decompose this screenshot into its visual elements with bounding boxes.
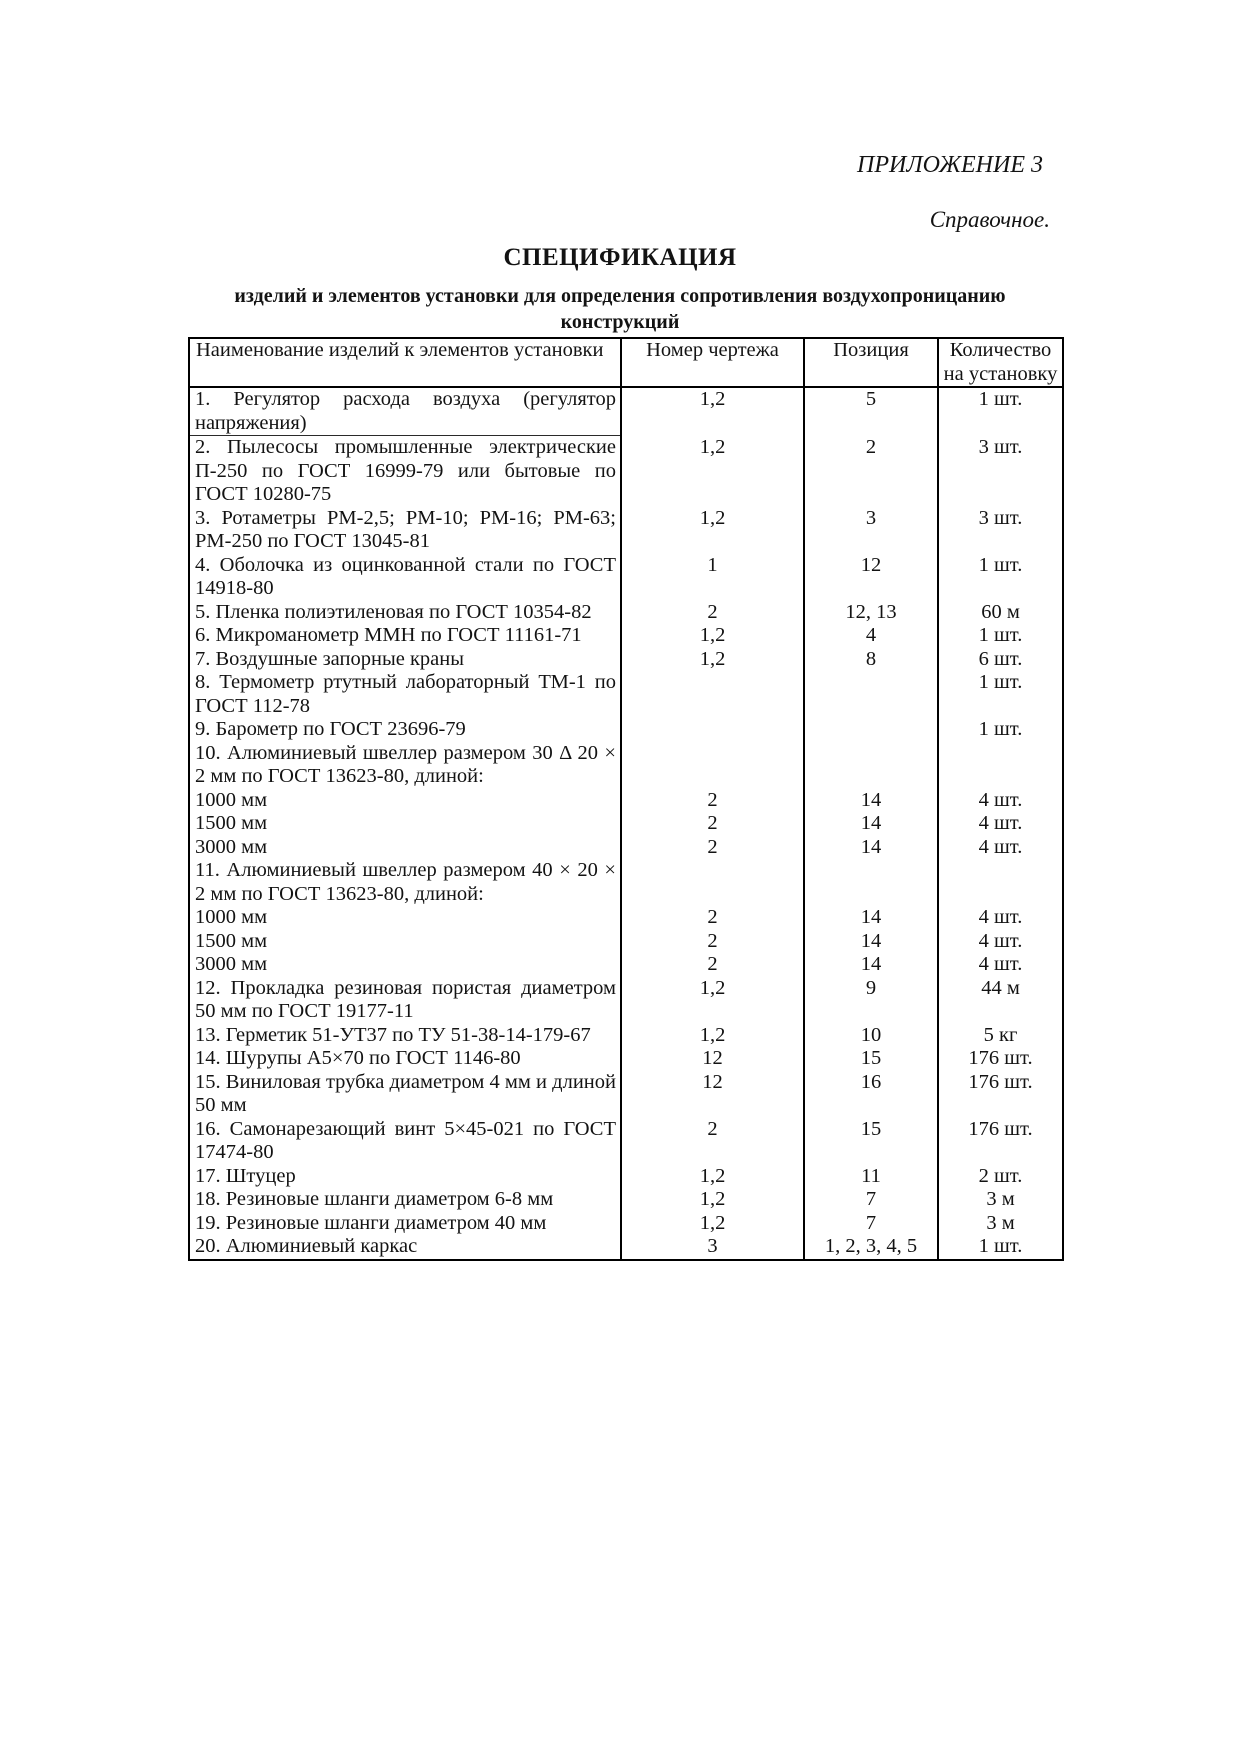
item-position: 14 [804, 812, 938, 836]
item-drawing-number: 1,2 [621, 624, 804, 648]
table-row [189, 930, 1063, 954]
table-row [189, 1188, 1063, 1212]
col-header-position: Позиция [804, 338, 938, 387]
reference-note: Справочное. [929, 207, 1050, 232]
item-quantity: 2 шт. [938, 1165, 1063, 1189]
item-quantity: 176 шт. [938, 1118, 1063, 1165]
item-name: 2. Пылесосы промышленные электрические П-250 по ГОСТ 16999-79 или бытовые по ГОСТ 10280-75 [195, 436, 616, 505]
table-row [189, 554, 1063, 601]
item-drawing-number [621, 671, 804, 718]
item-quantity: 176 шт. [938, 1047, 1063, 1071]
item-name: 8. Термометр ртутный лабораторный ТМ-1 по ГОСТ 112-78 [195, 671, 616, 717]
item-quantity [938, 742, 1063, 789]
col-header-quantity [938, 338, 1063, 387]
item-position: 7 [804, 1212, 938, 1236]
item-name: 10. Алюминиевый швеллер размером 30 Δ 20 × 2 мм по ГОСТ 13623-80, длиной: [195, 741, 616, 787]
item-drawing-number: 2 [621, 953, 804, 977]
item-position: 11 [804, 1165, 938, 1189]
table-row [189, 789, 1063, 813]
item-name: 1000 мм [195, 906, 268, 928]
item-position: 4 [804, 624, 938, 648]
item-quantity: 4 шт. [938, 930, 1063, 954]
item-drawing-number: 2 [621, 789, 804, 813]
item-position: 12, 13 [804, 601, 938, 625]
table-row [189, 1212, 1063, 1236]
table-row [189, 436, 1063, 507]
item-name: 17. Штуцер [195, 1164, 296, 1187]
table-row [189, 601, 1063, 625]
item-name: 9. Барометр по ГОСТ 23696-79 [195, 718, 466, 740]
item-drawing-number: 1,2 [621, 1188, 804, 1212]
table-row [189, 977, 1063, 1024]
item-drawing-number: 1,2 [621, 436, 804, 507]
table-row [189, 742, 1063, 789]
item-position: 14 [804, 930, 938, 954]
item-position: 12 [804, 554, 938, 601]
item-name: 14. Шурупы А5×70 по ГОСТ 1146-80 [195, 1047, 521, 1069]
item-drawing-number: 1 [621, 554, 804, 601]
item-quantity: 4 шт. [938, 906, 1063, 930]
item-position: 3 [804, 507, 938, 554]
item-drawing-number: 2 [621, 1118, 804, 1165]
table-row [189, 624, 1063, 648]
table-row [189, 953, 1063, 977]
item-position: 5 [804, 387, 938, 436]
item-position: 14 [804, 906, 938, 930]
item-position: 14 [804, 953, 938, 977]
item-quantity: 3 м [938, 1212, 1063, 1236]
item-position [804, 742, 938, 789]
item-quantity [938, 859, 1063, 906]
item-position: 15 [804, 1047, 938, 1071]
table-row [189, 718, 1063, 742]
table-header-row [189, 338, 1063, 387]
item-name: 1500 мм [195, 929, 268, 952]
item-name: 5. Пленка полиэтиленовая по ГОСТ 10354-82 [195, 600, 592, 623]
item-drawing-number [621, 859, 804, 906]
appendix-label: ПРИЛОЖЕНИЕ 3 [857, 152, 1043, 178]
item-name: 7. Воздушные запорные краны [195, 647, 465, 670]
item-name: 3000 мм [195, 953, 268, 975]
item-name: 11. Алюминиевый швеллер размером 40 × 20 × 2 мм по ГОСТ 13623-80, длиной: [195, 859, 616, 905]
item-quantity: 44 м [938, 977, 1063, 1024]
item-name: 18. Резиновые шланги диаметром 6-8 мм [195, 1188, 554, 1210]
col-header-name: Наименование изделий к элементов установки [189, 338, 621, 387]
table-row [189, 1024, 1063, 1048]
item-drawing-number: 2 [621, 812, 804, 836]
item-drawing-number: 1,2 [621, 1165, 804, 1189]
item-position: 14 [804, 836, 938, 860]
table-row [189, 859, 1063, 906]
table-row [189, 836, 1063, 860]
item-position [804, 859, 938, 906]
table-row [189, 1165, 1063, 1189]
item-name: 3. Ротаметры РМ-2,5; РМ-10; РМ-16; РМ-63; РМ-250 по ГОСТ 13045-81 [195, 506, 616, 552]
item-name: 15. Виниловая трубка диаметром 4 мм и длиной 50 мм [195, 1070, 616, 1116]
page-subtitle: изделий и элементов установки для определения сопротивления воздухопроницанию конструкций [234, 285, 1006, 333]
item-drawing-number: 2 [621, 906, 804, 930]
item-drawing-number: 3 [621, 1235, 804, 1260]
item-position: 7 [804, 1188, 938, 1212]
table-row [189, 507, 1063, 554]
item-drawing-number: 2 [621, 930, 804, 954]
item-position: 10 [804, 1024, 938, 1048]
item-position: 9 [804, 977, 938, 1024]
item-quantity: 1 шт. [938, 718, 1063, 742]
item-name: 6. Микроманометр ММН по ГОСТ 11161-71 [195, 624, 582, 646]
item-position: 8 [804, 648, 938, 672]
specification-table [188, 337, 1064, 1261]
table-row [189, 648, 1063, 672]
col-header-drawing: Номер чертежа [621, 338, 804, 387]
item-quantity: 4 шт. [938, 812, 1063, 836]
item-position: 16 [804, 1071, 938, 1118]
item-name: 1000 мм [195, 788, 268, 811]
item-name: 12. Прокладка резиновая пористая диаметром 50 мм по ГОСТ 19177-11 [195, 976, 616, 1022]
item-quantity: 176 шт. [938, 1071, 1063, 1118]
item-quantity: 3 м [938, 1188, 1063, 1212]
item-name: 1500 мм [195, 812, 268, 834]
item-quantity: 1 шт. [938, 624, 1063, 648]
item-quantity: 5 кг [938, 1024, 1063, 1048]
item-position [804, 718, 938, 742]
item-drawing-number: 2 [621, 601, 804, 625]
col-header-quantity-line1: Количество [949, 339, 1052, 361]
item-drawing-number: 2 [621, 836, 804, 860]
item-drawing-number: 1,2 [621, 387, 804, 436]
item-name: 13. Герметик 51-УТ37 по ТУ 51-38-14-179-67 [195, 1023, 591, 1046]
table-row [189, 1235, 1063, 1260]
item-name: 19. Резиновые шланги диаметром 40 мм [195, 1211, 547, 1234]
item-quantity: 1 шт. [938, 671, 1063, 718]
table-row [189, 1071, 1063, 1118]
item-quantity: 4 шт. [938, 836, 1063, 860]
item-position [804, 671, 938, 718]
item-position: 14 [804, 789, 938, 813]
item-position: 1, 2, 3, 4, 5 [804, 1235, 938, 1260]
item-drawing-number: 1,2 [621, 1212, 804, 1236]
item-name: 3000 мм [195, 835, 268, 858]
item-position: 15 [804, 1118, 938, 1165]
item-quantity: 4 шт. [938, 789, 1063, 813]
item-quantity: 4 шт. [938, 953, 1063, 977]
item-name: 20. Алюминиевый каркас [195, 1235, 418, 1257]
table-row [189, 906, 1063, 930]
item-drawing-number: 1,2 [621, 648, 804, 672]
item-drawing-number: 1,2 [621, 507, 804, 554]
item-quantity: 1 шт. [938, 554, 1063, 601]
page-title: СПЕЦИФИКАЦИЯ [503, 244, 737, 271]
table-row [189, 812, 1063, 836]
item-quantity: 6 шт. [938, 648, 1063, 672]
item-drawing-number: 1,2 [621, 1024, 804, 1048]
col-header-quantity-line2: на установку [943, 362, 1058, 385]
item-drawing-number: 1,2 [621, 977, 804, 1024]
item-quantity: 3 шт. [938, 507, 1063, 554]
item-quantity: 3 шт. [938, 436, 1063, 507]
table-row [189, 1047, 1063, 1071]
item-quantity: 1 шт. [938, 387, 1063, 436]
item-quantity: 1 шт. [938, 1235, 1063, 1260]
item-name: 16. Самонарезающий винт 5×45-021 по ГОСТ 17474-80 [195, 1117, 616, 1163]
table-row [189, 387, 1063, 436]
item-drawing-number: 12 [621, 1071, 804, 1118]
item-drawing-number: 12 [621, 1047, 804, 1071]
item-name: 4. Оболочка из оцинкованной стали по ГОСТ 14918-80 [195, 553, 616, 599]
item-name: 1. Регулятор расхода воздуха (регулятор напряжения) [189, 387, 621, 436]
item-drawing-number [621, 718, 804, 742]
table-row [189, 671, 1063, 718]
item-position: 2 [804, 436, 938, 507]
item-drawing-number [621, 742, 804, 789]
table-row [189, 1118, 1063, 1165]
item-quantity: 60 м [938, 601, 1063, 625]
